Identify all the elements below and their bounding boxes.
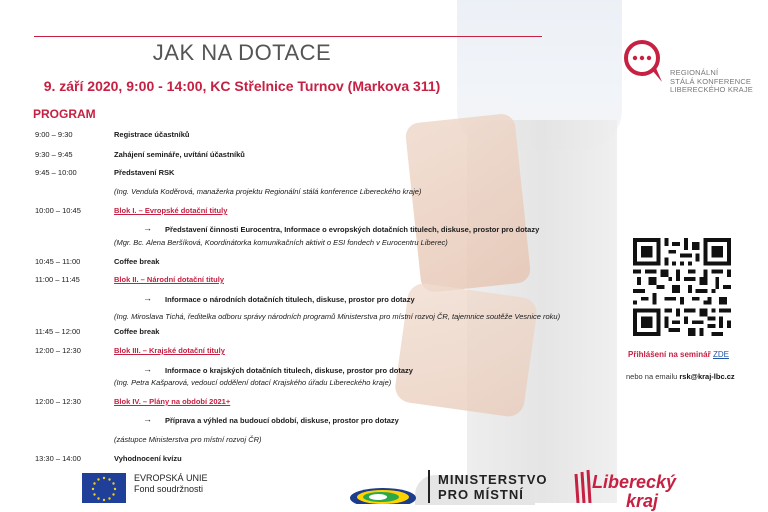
- arrow-right-icon: →: [143, 223, 152, 233]
- agenda-time: 11:45 – 12:00: [35, 327, 81, 336]
- agenda-speaker: (Ing. Miroslava Tichá, ředitelka odboru správy národních programů Ministerstva pro místní rozvoj ČR, tajemnice soutěže Vesnice roku): [114, 312, 561, 321]
- agenda-time: 10:00 – 10:45: [35, 206, 81, 215]
- agenda-speaker: (zástupce Ministerstva pro místní rozvoj ČR): [114, 435, 262, 444]
- arrow-right-icon: →: [143, 414, 152, 424]
- registration-link[interactable]: ZDE: [712, 350, 729, 359]
- agenda-speaker: (Ing. Vendula Koděrová, manažerka projektu Regionální stálá konference Libereckého kraje): [114, 187, 422, 196]
- speech-bubble-icon: [620, 38, 670, 86]
- agenda-time: 9:45 – 10:00: [35, 168, 77, 177]
- background-photo: [395, 0, 655, 503]
- agenda-speaker: (Ing. Petra Kašparová, vedoucí oddělení dotací Krajského úřadu Libereckého kraje): [114, 378, 392, 387]
- agenda-time: 9:00 – 9:30: [35, 130, 73, 139]
- agenda-time: 13:30 – 14:00: [35, 454, 81, 463]
- qr-code[interactable]: [633, 238, 731, 336]
- agenda-item: Informace o krajských dotačních titulech, diskuse, prostor pro dotazy: [165, 366, 413, 375]
- arrow-right-icon: →: [143, 293, 152, 303]
- agenda-item: Představení činnosti Eurocentra, Informace o evropských dotačních titulech, diskuse, prostor pro dotazy: [165, 225, 540, 234]
- rsk-logo-line: STÁLÁ KONFERENCE: [670, 76, 752, 86]
- agenda-block-link[interactable]: Blok I. – Evropské dotační tituly: [114, 206, 228, 215]
- agenda-time: 9:30 – 9:45: [35, 150, 73, 159]
- eu-logo-line: EVROPSKÁ UNIE: [134, 473, 208, 483]
- registration-email-line: [626, 372, 735, 381]
- agenda-time: 11:00 – 11:45: [35, 275, 80, 284]
- agenda-time: 12:00 – 12:30: [35, 346, 81, 355]
- agenda-item: Registrace účastníků: [114, 130, 190, 139]
- eu-logo-line: Fond soudržnosti: [134, 484, 204, 494]
- rsk-logo-line: LIBERECKÉHO KRAJE: [670, 85, 754, 94]
- liberecky-kraj-line2: kraj: [626, 491, 659, 511]
- agenda-item: Informace o národních dotačních titulech, diskuse, prostor pro dotazy: [165, 295, 415, 304]
- program-heading: PROGRAM: [33, 107, 96, 121]
- rsk-logo-text: [670, 69, 753, 95]
- background-briefcase: [404, 113, 531, 294]
- email-prefix: nebo na emailu: [626, 372, 678, 381]
- mmr-logo-text: [438, 472, 548, 502]
- event-date-venue: 9. září 2020, 9:00 - 14:00, KC Střelnice Turnov (Markova 311): [43, 78, 441, 94]
- agenda-block-link[interactable]: Blok II. – Národní dotační tituly: [114, 275, 225, 284]
- page-title: JAK NA DOTACE: [152, 40, 332, 65]
- agenda-item: Zahájení semináře, uvítání účastníků: [114, 150, 245, 159]
- agenda-item: Příprava a výhled na budoucí období, diskuse, prostor pro dotazy: [165, 416, 399, 425]
- background-briefcase-lower: [393, 282, 538, 419]
- agenda-time: 12:00 – 12:30: [35, 397, 81, 406]
- mmr-logo-line: PRO MÍSTNÍ: [438, 487, 524, 502]
- top-rule: [34, 36, 542, 37]
- registration-label: Přihlášení na seminář: [628, 350, 711, 359]
- agenda-item: Coffee break: [114, 327, 160, 336]
- email-link[interactable]: rsk@kraj-lbc.cz: [679, 372, 735, 381]
- rsk-logo: [620, 38, 756, 102]
- rsk-logo-line: REGIONÁLNÍ: [670, 68, 719, 77]
- arrow-right-icon: →: [143, 364, 152, 374]
- agenda-item: Představení RSK: [114, 168, 175, 177]
- mmr-logo-line: MINISTERSTVO: [438, 472, 548, 487]
- agenda-item: Coffee break: [114, 257, 160, 266]
- agenda-speaker: (Mgr. Bc. Alena Beršíková, Koordinátorka komunikačních aktivit o ESI fondech v Eurocentru Liberec): [114, 238, 448, 247]
- mmr-divider: [428, 470, 430, 503]
- registration-line: [628, 350, 729, 359]
- agenda-block-link[interactable]: Blok III. – Krajské dotační tituly: [114, 346, 225, 355]
- mmr-emblem-icon: [348, 482, 418, 504]
- eu-logo-text: [134, 473, 208, 495]
- agenda-item: Vyhodnocení kvízu: [114, 454, 182, 463]
- agenda-block-link[interactable]: Blok IV. – Plány na období 2021+: [114, 397, 231, 406]
- eu-flag-icon: [82, 473, 126, 503]
- liberecky-kraj-line1: Liberecký: [592, 472, 677, 492]
- liberecky-kraj-emblem-icon: [572, 468, 594, 503]
- agenda-time: 10:45 – 11:00: [35, 257, 81, 266]
